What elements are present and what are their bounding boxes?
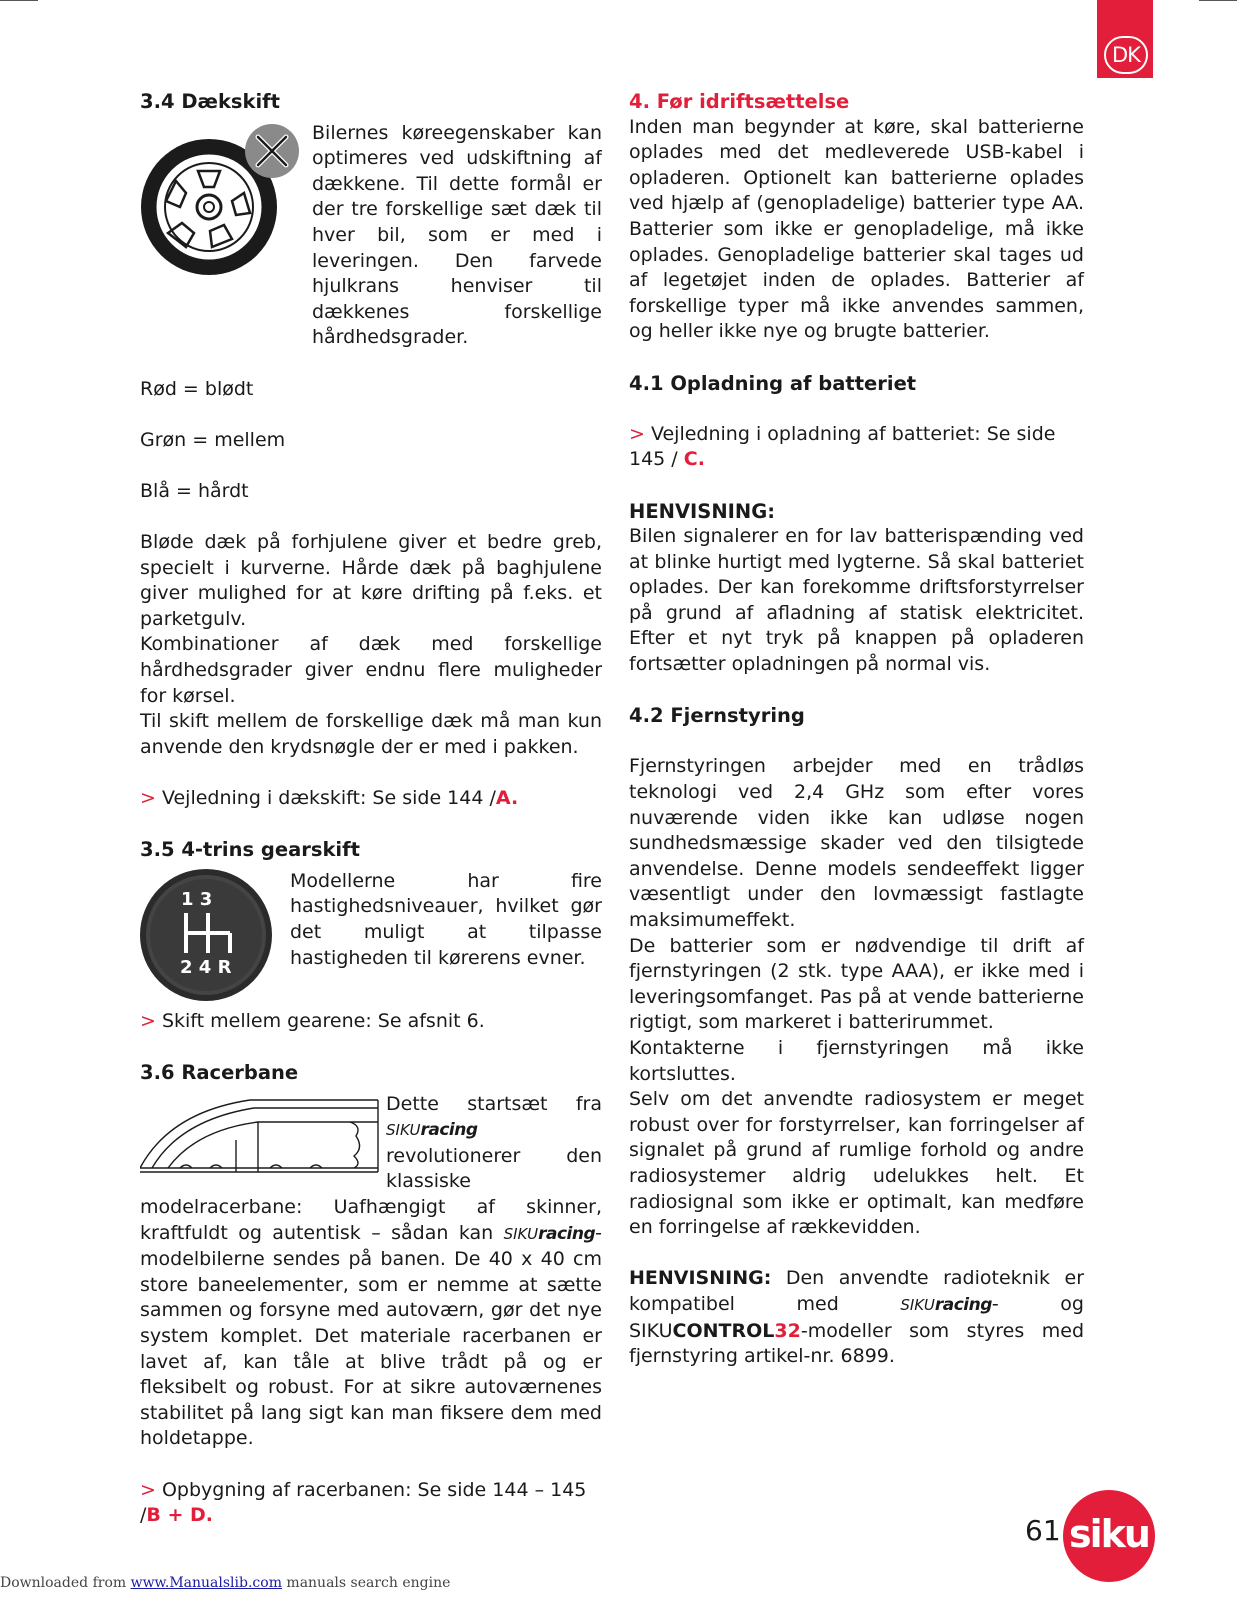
page-number: 61: [1025, 1514, 1061, 1547]
track-reference: > Opbygning af racerbanen: Se side 144 – 145 /B + D.: [140, 1478, 587, 1527]
tire-paragraph-3: Kombinationer af dæk med forskellige hårdhedsgrader giver endnu flere muligheder for kørsel.: [140, 633, 602, 707]
red-soft-text: Rød = blødt: [140, 377, 254, 400]
gear-reference: > Skift mellem gearene: Se afsnit 6.: [140, 1009, 485, 1032]
track-figure: [140, 1096, 386, 1176]
svg-text:2 4 R: 2 4 R: [180, 956, 232, 978]
siku-logo: siku: [1063, 1490, 1155, 1582]
race-track-icon: [140, 1096, 386, 1176]
track-section: [140, 1092, 602, 1452]
note-1-title: HENVISNING:: [629, 499, 776, 523]
section-4-1-title: 4.1 Opladning af batteriet: [629, 371, 917, 395]
gear-figure: [140, 869, 290, 1003]
section-4-2-title: 4.2 Fjernstyring: [629, 704, 805, 728]
section-3-6-title: 3.6 Racerbane: [140, 1061, 299, 1084]
green-medium-text: Grøn = mellem: [140, 428, 286, 451]
crop-mark-right: [1199, 0, 1237, 1]
track-text: Dette startsæt fra SIKUracing revolutionerer den klassiske modelracerbane: Uafhængigt af skinner, kraftfuldt og autentisk – sådan kan SIKUracing-modelbilerne sendes på banen. De 40 x 40 cm store baneelementer, som er nemme at sætte sammen og forsyne med autoværn, gør det nye system komplet. Det materiale racerbanen er lavet af, kan tåle at blive trådt på og er fleksibelt og robust. For at sikre autoværnenes stabilitet på lang sigt kan man fiksere dem med holdetappe.: [140, 1092, 602, 1450]
gear-text: Modellerne har fire hastighedsniveauer, hvilket gør det muligt at tilpasse hastigheden til kørerens evner.: [290, 869, 602, 969]
tire-paragraph-4: Til skift mellem de forskellige dæk må man kun anvende den krydsnøgle der er med i pakken.: [140, 710, 602, 758]
tire-paragraph-2: Bløde dæk på forhjulene giver et bedre greb, specielt i kurverne. Hårde dæk på baghjulene giver mulighed for at køre drifting på f.eks. et parketgulv.: [140, 531, 602, 630]
download-footer: Downloaded from www.Manualslib.com manuals search engine: [0, 1575, 451, 1591]
blue-hard-text: Blå = hårdt: [140, 479, 249, 502]
arrow-icon: >: [140, 1478, 156, 1501]
crop-mark-left: [0, 0, 38, 1]
note-2: HENVISNING: Den anvendte radioteknik er kompatibel med SIKUracing- og SIKUCONTROL32-modeller som styres med fjernstyring artikel-nr. 6899.: [629, 1267, 1084, 1368]
gear-shift-icon: [140, 869, 290, 1003]
section-4-title: 4. Før idriftsættelse: [629, 90, 850, 113]
note-1-text: Bilen signalerer en for lav batterispænding ved at blinke hurtigt med lygterne. Så skal batteriet oplades. Der kan forekomme driftsforstyrrelser på grund af afladning af statisk elektricitet. Efter et nyt tryk på knappen på opladeren fortsætter opladningen på normal vis.: [629, 525, 1084, 676]
gear-section: [140, 869, 602, 1003]
remote-paragraph-4: Selv om det anvendte radiosystem er meget robust over for forstyrrelser, kan forringelser af signalet på grund af rumlige forhold og andre radiosystemer aldrig udelukkes helt. Et radiosignal som ikke er optimalt, kan medføre en forringelse af rækkevidden.: [629, 1088, 1084, 1239]
left-column: [140, 89, 602, 1529]
tire-figure: [140, 121, 312, 291]
tire-reference: > Vejledning i dækskift: Se side 144 /A.: [140, 787, 519, 810]
language-badge: DK: [1104, 36, 1148, 74]
tire-section: [140, 121, 602, 351]
section-4-text: Inden man begynder at køre, skal batterierne oplades med det medleverede USB-kabel i opladeren. Optionelt kan batterierne oplades ved hjælp af (genopladelige) batterier type AA. Batterier som ikke er genopladelige, må ikke oplades. Genopladelige batterier skal tages ud af legetøjet inden de oplades. Batterier af forskellige typer må ikke anvendes sammen, og heller ikke nye og brugte batterier.: [629, 115, 1084, 343]
tire-intro-text: Bilernes køreegenskaber kan optimeres ved udskiftning af dækkene. Til dette formål er der tre forskellige sæt dæk til hver bil, som er med i leveringen. Den farvede hjulkrans henviser til dækkenes forskellige hårdhedsgrader.: [312, 121, 602, 349]
arrow-icon: >: [140, 787, 156, 810]
section-3-4-title: 3.4 Dækskift: [140, 90, 280, 113]
section-3-5-title: 3.5 4-trins gearskift: [140, 838, 360, 862]
remote-paragraph-2: De batterier som er nødvendige til drift af fjernstyringen (2 stk. type AAA), er ikke med i leveringsomfanget. Pas på at vende batterierne rigtigt, som markeret i batterirummet.: [629, 934, 1084, 1034]
manualslib-link[interactable]: www.Manualslib.com: [130, 1575, 282, 1591]
remote-paragraph-3: Kontakterne i fjernstyringen må ikke kortsluttes.: [629, 1036, 1084, 1085]
wheel-icon: [140, 121, 312, 291]
charging-reference: > Vejledning i opladning af batteriet: Se side 145 / C.: [629, 422, 1056, 471]
arrow-icon: >: [629, 422, 645, 445]
svg-text:1 3: 1 3: [181, 888, 213, 910]
arrow-icon: >: [140, 1009, 156, 1032]
remote-paragraph-1: Fjernstyringen arbejder med en trådløs teknologi ved 2,4 GHz som efter vores nuværende viden ikke kan udløse nogen sundhedsmæssige skader ved den tilsigtede anvendelse. Denne models sendeeffekt ligger væsentligt under den lovmæssigt fastlagte maksimumeffekt.: [629, 755, 1084, 931]
right-column: [629, 89, 1084, 1370]
